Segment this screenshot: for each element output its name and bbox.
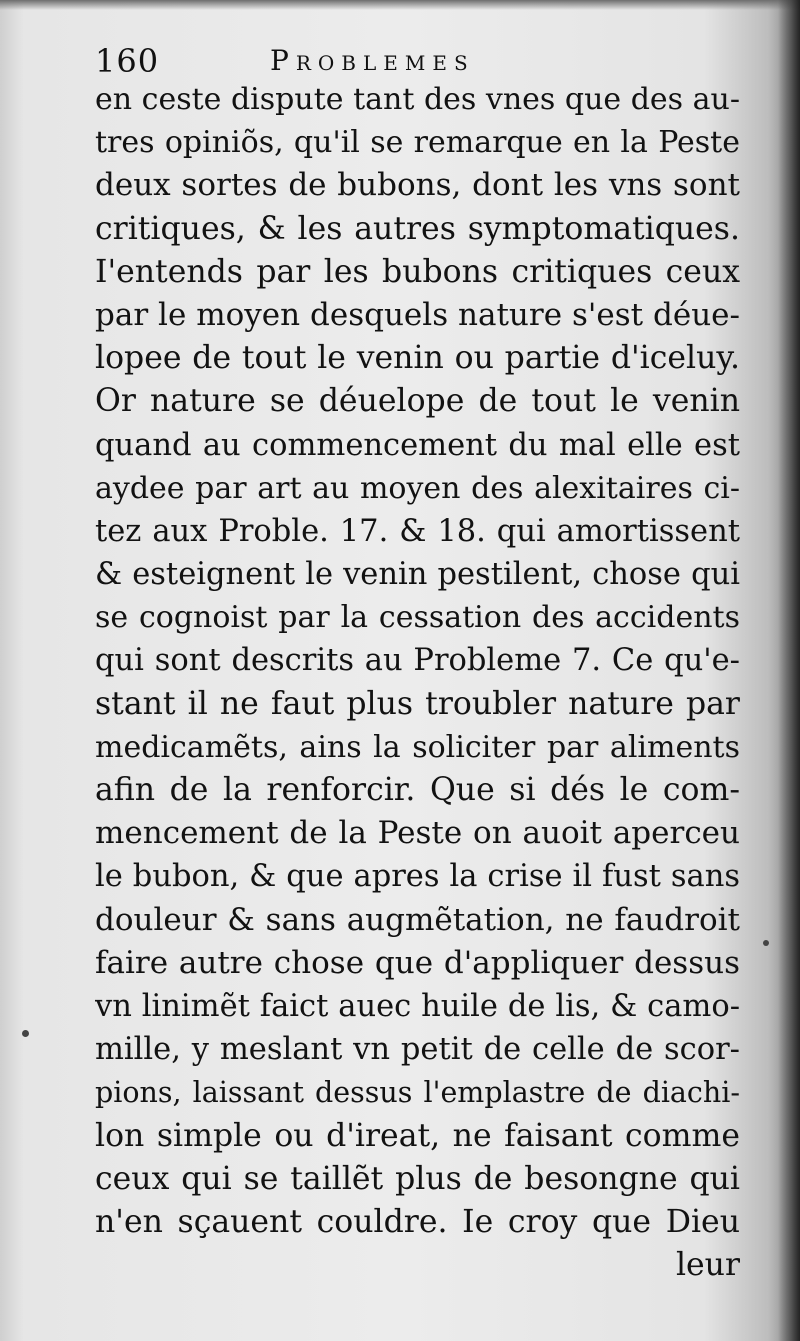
text-line: I'entends par les bubons critiques ceux <box>95 253 740 290</box>
text-line: medicamẽts, ains la soliciter par aliments <box>95 729 740 765</box>
text-line: tres opiniõs, qu'il se remarque en la Peste <box>95 125 740 161</box>
text-line: afin de la renforcir. Que si dés le com- <box>95 772 740 808</box>
text-line: le bubon, & que apres la crise il fust sans <box>95 859 740 895</box>
text-line: Or nature se déuelope de tout le venin <box>95 383 740 420</box>
page-number: 160 <box>95 42 160 80</box>
text-line: quand au commencement du mal elle est <box>95 427 740 463</box>
text-line: tez aux Proble. 17. & 18. qui amortissent <box>95 513 740 549</box>
text-line: par le moyen desquels nature s'est déue- <box>95 296 740 333</box>
catchword: leur <box>675 1247 740 1284</box>
ink-speck <box>22 1030 29 1037</box>
page-right-edge-shadow <box>778 0 800 1341</box>
text-line: aydee par art au moyen des alexitaires ci- <box>95 470 740 506</box>
text-line: en ceste dispute tant des vnes que des au- <box>95 82 740 117</box>
ink-speck <box>763 940 769 946</box>
text-line: se cognoist par la cessation des accidents <box>95 600 740 636</box>
text-line: ceux qui se taillẽt plus de besongne qui <box>95 1160 740 1197</box>
text-line: faire autre chose que d'appliquer dessus <box>95 944 740 981</box>
text-line: pions, laissant dessus l'emplastre de diachi- <box>95 1076 740 1110</box>
text-line: lon simple ou d'ireat, ne faisant comme <box>95 1117 740 1154</box>
text-line: qui sont descrits au Probleme 7. Ce qu'e- <box>95 643 740 679</box>
text-line: & esteignent le venin pestilent, chose qui <box>95 557 740 593</box>
text-line: critiques, & les autres symptomatiques. <box>95 210 740 247</box>
text-line: mencement de la Peste on auoit aperceu <box>95 815 740 852</box>
text-line: n'en sçauent couldre. Ie croy que Dieu <box>95 1203 740 1240</box>
running-title: Problemes <box>270 44 475 77</box>
page-top-shadow <box>0 0 800 10</box>
text-line: stant il ne faut plus troubler nature par <box>95 685 740 722</box>
text-line: deux sortes de bubons, dont les vns sont <box>95 167 740 204</box>
body-text <box>95 78 740 1287</box>
text-line: mille, y meslant vn petit de celle de scor- <box>95 1032 740 1068</box>
text-line: douleur & sans augmẽtation, ne faudroit <box>95 901 740 938</box>
text-line: vn linimẽt faict auec huile de lis, & camo- <box>95 988 740 1024</box>
text-line: lopee de tout le venin ou partie d'iceluy. <box>95 340 740 377</box>
